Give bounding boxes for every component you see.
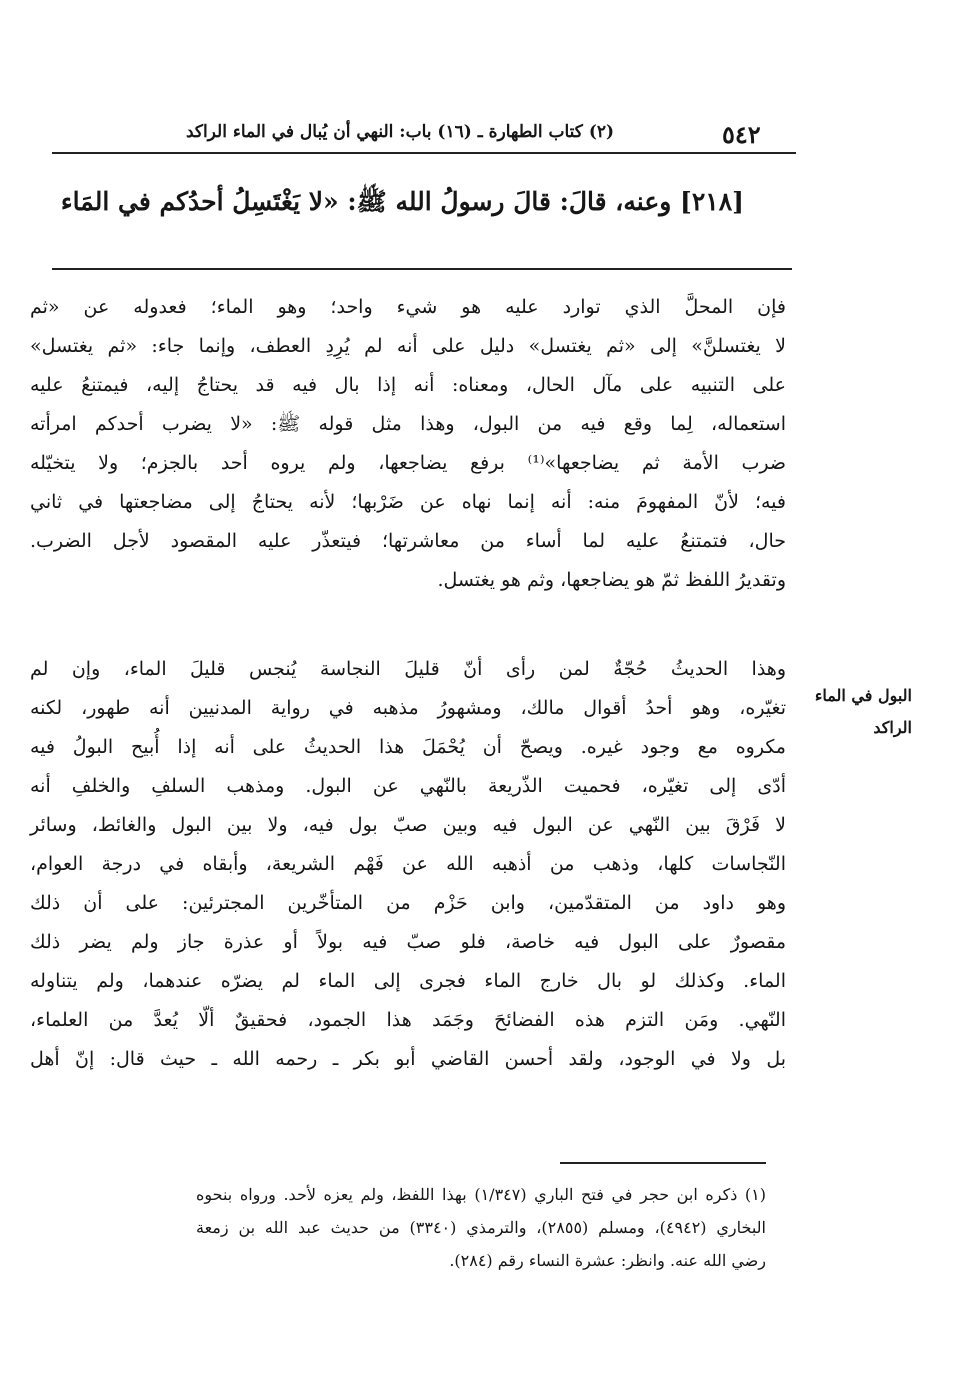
- text-line: الماء. وكذلك لو بال خارج الماء فجرى إلى الماء لم يضرّه عندهما، ولم يتناوله: [30, 970, 786, 992]
- page-number: ٥٤٢: [722, 120, 761, 149]
- text-line: بل ولا في الوجود، ولقد أحسن القاضي أبو بكر ـ رحمه الله ـ حيث قال: إنّ أهل: [30, 1048, 786, 1070]
- text-line: أدّى إلى تغيّره، فحميت الذّريعة بالنّهي عن البول. ومذهب السلفِ والخلفِ أنه: [30, 775, 786, 797]
- commentary-paragraph-2: [30, 650, 786, 1079]
- text-line: ضرب الأمة ثم يضاجعها»⁽¹⁾ برفع يضاجعها، ولم يروه أحد بالجزم؛ ولا يتخيّله: [30, 452, 786, 474]
- text-line: على التنبيه على مآل الحال، ومعناه: أنه إذا بال فيه قد يحتاجُ إليه، فيمتنعُ عليه: [30, 374, 786, 396]
- hadith-text: [٢١٨] وعنه، قالَ: قالَ رسولُ الله ﷺ: «لا يَغْتَسِلُ أحدُكم في المَاء: [60, 187, 744, 216]
- text-line: حال، فتمتنعُ عليه لما أساء من معاشرتها؛ فيتعذّر عليه المقصود لأجل الضرب.: [30, 530, 786, 552]
- header-rule: [52, 152, 796, 154]
- text-line: تغيّره، وهو أحدُ أقوال مالك، ومشهورُ مذهبه في رواية المدنيين أنه طهور، لكنه: [30, 697, 786, 719]
- text-line: النّهي. ومَن التزم هذه الفضائحَ وجَمَد هذا الجمود، فحقيقٌ ألّا يُعدَّ من العلماء،: [30, 1009, 786, 1031]
- running-title: (٢) كتاب الطهارة ـ (١٦) باب: النهي أن يُبال في الماء الراكد: [185, 122, 615, 142]
- footnotes: [196, 1178, 766, 1277]
- text-line: وتقديرُ اللفظ ثمّ هو يضاجعها، وثم هو يغتسل.: [437, 569, 786, 591]
- text-line: لا فَرْقَ بين النّهي عن البول فيه وبين صبّ بول فيه، ولا بين البول والغائط، وسائر: [30, 814, 786, 836]
- text-line: فيه؛ لأنّ المفهومَ منه: أنه إنما نهاه عن ضَرْبها؛ لأنه يحتاجُ إلى مضاجعتها في ثاني: [30, 491, 786, 513]
- text-line: مكروه مع وجود غيره. ويصحّ أن يُحْمَلَ هذا الحديثُ على أنه إذا أُبيح البولُ فيه: [30, 736, 786, 758]
- margin-note: البول في الماء الراكد: [814, 686, 912, 737]
- hadith-rule: [52, 268, 792, 270]
- text-line: مقصورٌ على البول فيه خاصة، فلو صبّ فيه بولاً أو عذرة جاز ولم يضر ذلك: [30, 931, 786, 953]
- text-line: وهذا الحديثُ حُجّةٌ لمن رأى أنّ قليلَ النجاسة يُنجس قليلَ الماء، وإن لم: [30, 658, 786, 680]
- text-line: النّجاسات كلها، وذهب من أذهبه الله عن فَهْم الشريعة، وأبقاه في درجة العوام،: [30, 853, 786, 875]
- text-line: فإن المحلَّ الذي توارد عليه هو شيء واحد؛ وهو الماء؛ فعدوله عن «ثم: [30, 296, 786, 318]
- text-line: وهو داود من المتقدّمين، وابن حَزْم من المتأخّرين المجترئين: على أن ذلك: [30, 892, 786, 914]
- footnote-line: البخاري (٤٩٤٢)، ومسلم (٢٨٥٥)، والترمذي (٣٣٤٠) من حديث عبد الله بن زمعة: [196, 1218, 766, 1237]
- text-line: لا يغتسلنَّ» إلى «ثم يغتسل» دليل على أنه لم يُرِدِ العطف، وإنما جاء: «ثم يغتسل»: [30, 335, 786, 357]
- footnote-line: (١) ذكره ابن حجر في فتح الباري (١/٣٤٧) بهذا اللفظ، ولم يعزه لأحد. ورواه بنحوه: [196, 1185, 766, 1204]
- text-line: استعماله، لِما وقع فيه من البول، وهذا مثل قوله ﷺ: «لا يضرب أحدكم امرأته: [30, 413, 786, 435]
- footnote-line: رضي الله عنه. وانظر: عشرة النساء رقم (٢٨٤).: [449, 1251, 766, 1270]
- commentary-paragraph-1: [30, 288, 786, 600]
- footnote-rule: [560, 1162, 766, 1164]
